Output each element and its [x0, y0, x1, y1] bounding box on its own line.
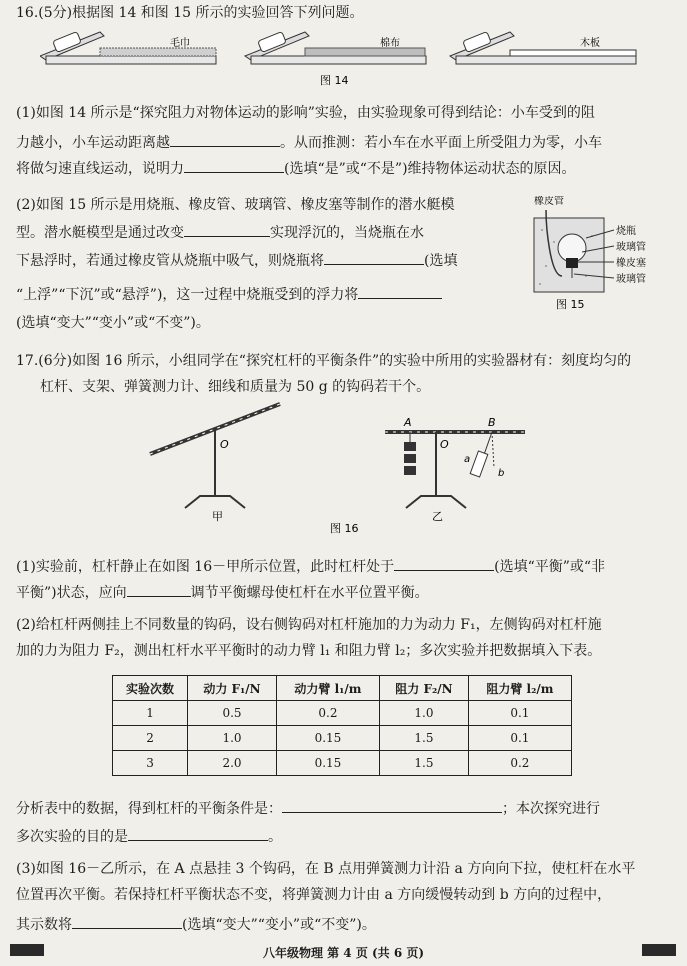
fig14-setup-cotton [245, 32, 426, 64]
fig15-label-glass-tube-1: 玻璃管 [616, 242, 646, 253]
q16-p1-line3: 将做匀速直线运动，说明力 (选填“是”或“不是”)维持物体运动状态的原因。 [16, 158, 677, 178]
q16-p2-line2: 型。潜水艇模型是通过改变 实现浮沉的，当烧瓶在水 [16, 222, 677, 242]
table-cell: 1.5 [380, 726, 469, 751]
q17-p1-line2: 平衡”)状态，应向 调节平衡螺母使杠杆在水平位置平衡。 [16, 582, 677, 602]
table-header: 动力臂 l₁/m [276, 676, 379, 701]
q16-p2-line1: (2)如图 15 所示是用烧瓶、橡皮管、玻璃管、橡皮塞等制作的潜水艇模 [16, 197, 455, 213]
q16-p2-line5: (选填“变大”“变小”或“不变”)。 [16, 315, 210, 331]
fig16-jia-label: 甲 [212, 510, 223, 523]
blank-lever-state[interactable] [394, 556, 494, 571]
q17-heading-line1: 17.(6分)如图 16 所示，小组同学在“探究杠杆的平衡条件”的实验中所用的实验器材有：刻度均匀的 [16, 353, 632, 369]
fig14-label-cotton: 棉布 [380, 38, 400, 49]
q16-p1-line2: 力越小，小车运动距离越 。从而推测：若小车在水平面上所受阻力为零，小车 [16, 132, 677, 152]
table-cell: 1.0 [188, 726, 277, 751]
fig14-setup-wood [450, 32, 636, 64]
blank-reading-change[interactable] [72, 914, 182, 929]
table-cell: 2 [113, 726, 188, 751]
fig16-yi-lever [385, 416, 525, 523]
blank-force-cause[interactable] [184, 158, 284, 173]
q17-p2-line1: (2)给杠杆两侧挂上不同数量的钩码，设右侧钩码对杠杆施加的力为动力 F₁，左侧钩码对杠杆施 [16, 617, 602, 633]
table-cell: 1.5 [380, 751, 469, 776]
q17-heading-line2: 杠杆、支架、弹簧测力计、细线和质量为 50 g 的钩码若干个。 [40, 379, 431, 395]
fig15-caption: 图 15 [556, 298, 585, 311]
fig16-yi-pivot-o: O [440, 438, 449, 451]
q17-p4-line3: 其示数将 (选填“变大”“变小”或“不变”)。 [16, 914, 677, 934]
table-header-row [113, 676, 572, 701]
fig14-caption: 图 14 [320, 74, 349, 87]
fig16-caption: 图 16 [330, 522, 359, 535]
page-footer: 八年级物理 第 4 页 (共 6 页) [262, 946, 425, 960]
blank-experiment-purpose[interactable] [128, 826, 268, 841]
q16-heading: 16.(5分)根据图 14 和图 15 所示的实验回答下列问题。 [16, 5, 364, 21]
table-row [113, 726, 572, 751]
fig14-label-towel: 毛巾 [170, 38, 190, 49]
figure-16 [140, 396, 580, 536]
blank-nut-direction[interactable] [127, 582, 191, 597]
fig14-label-wood: 木板 [580, 38, 600, 49]
table-header: 阻力 F₂/N [380, 676, 469, 701]
table-cell: 3 [113, 751, 188, 776]
blank-flask-motion[interactable] [324, 250, 424, 265]
blank-buoyancy[interactable] [358, 284, 442, 299]
fig16-dir-a: a [464, 454, 471, 465]
table-header: 阻力臂 l₂/m [468, 676, 571, 701]
table-cell: 0.15 [276, 751, 379, 776]
table-row [113, 701, 572, 726]
q16-p1-line1: (1)如图 14 所示是“探究阻力对物体运动的影响”实验，由实验现象可得到结论：小车受到的阻 [16, 105, 595, 121]
fig15-label-hose: 橡皮管 [534, 196, 564, 207]
q16-p2-line4: “上浮”“下沉”或“悬浮”)，这一过程中烧瓶受到的浮力将 [16, 284, 677, 304]
table-cell: 0.2 [468, 751, 571, 776]
fig15-label-stopper: 橡皮塞 [616, 258, 646, 269]
q17-p1-line1: (1)实验前，杠杆静止在如图 16－甲所示位置，此时杠杆处于 (选填“平衡”或“非 [16, 556, 677, 576]
lever-data-table [112, 675, 572, 776]
table-cell: 0.2 [276, 701, 379, 726]
table-cell: 0.15 [276, 726, 379, 751]
table-cell: 0.1 [468, 726, 571, 751]
fig16-yi-label: 乙 [432, 510, 443, 523]
fig15-label-glass-tube-2: 玻璃管 [616, 274, 646, 285]
fig16-point-a: A [404, 416, 412, 429]
q17-p3-line1: 分析表中的数据，得到杠杆的平衡条件是： ；本次探究进行 [16, 798, 677, 818]
fig14-setup-towel [40, 32, 216, 64]
q17-p4-line1: (3)如图 16－乙所示，在 A 点悬挂 3 个钩码，在 B 点用弹簧测力计沿 a 方向向下拉，使杠杆在水平 [16, 861, 636, 877]
fig16-dir-b: b [498, 468, 505, 479]
table-header: 实验次数 [113, 676, 188, 701]
table-row [113, 751, 572, 776]
fig15-label-flask: 烧瓶 [616, 226, 636, 237]
q17-p3-line2: 多次实验的目的是 。 [16, 826, 677, 846]
table-cell: 2.0 [188, 751, 277, 776]
figure-14 [40, 22, 640, 92]
blank-sub-method[interactable] [184, 222, 270, 237]
table-header: 动力 F₁/N [188, 676, 277, 701]
table-cell: 1 [113, 701, 188, 726]
table-cell: 0.1 [468, 701, 571, 726]
q17-p4-line2: 位置再次平衡。若保持杠杆平衡状态不变，将弹簧测力计由 a 方向缓慢转动到 b 方向的过程中， [16, 887, 612, 903]
blank-distance[interactable] [170, 132, 280, 147]
table-cell: 0.5 [188, 701, 277, 726]
fig16-jia-pivot-o: O [220, 438, 229, 451]
q16-p2-line3: 下悬浮时，若通过橡皮管从烧瓶中吸气，则烧瓶将 (选填 [16, 250, 677, 270]
fig16-jia-lever [150, 404, 280, 523]
fig16-point-b: B [488, 416, 496, 429]
blank-balance-condition[interactable] [282, 798, 502, 813]
table-cell: 1.0 [380, 701, 469, 726]
q17-p2-line2: 加的力为阻力 F₂，测出杠杆水平平衡时的动力臂 l₁ 和阻力臂 l₂；多次实验并把数据填入下表。 [16, 643, 602, 659]
registration-mark-right [642, 944, 676, 956]
figure-15 [526, 196, 686, 314]
